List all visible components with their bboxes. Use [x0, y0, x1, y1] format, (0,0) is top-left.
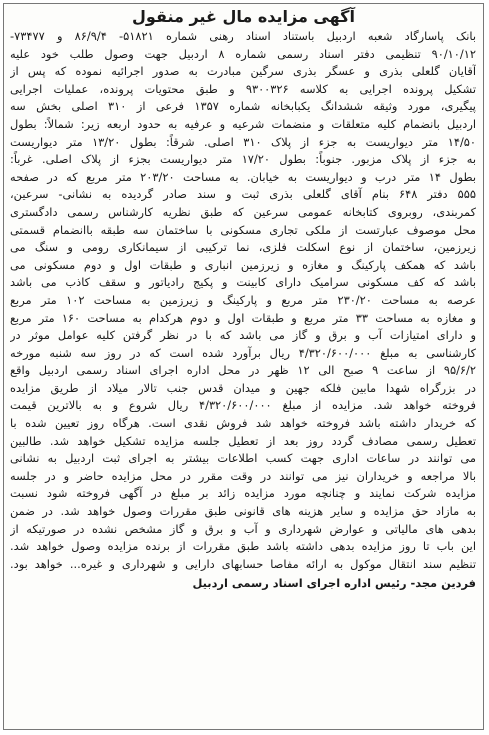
notice-line: تعطیل رسمی مصادف گردد روز بعد از تعطیل جلسه مزایده تشکیل خواهد شد. طالبین	[10, 433, 476, 448]
notice-line: می توانند در ساعات اداری جهت کسب اطلاعات بیشتر به اجرای ثبت اردبیل به نشانی	[10, 451, 476, 466]
notice-line: فروخته خواهد شد. مزایده از مبلغ ۴/۳۲۰/۶۰۰/۰۰۰ ریال شروع و به بالاترین قیمت	[10, 398, 476, 413]
notice-line: بانک پاسارگاد شعبه اردبیل باستناد اسناد رهنی شماره ۵۱۸۲۱- ۸۶/۹/۴ و ۷۳۴۷۷-	[10, 29, 476, 43]
notice-line: عرصه به مساحت ۲۳۰/۲۰ متر مربع و پارکینگ و زیرزمین به مساحت ۱۰۲ متر مربع	[10, 292, 476, 307]
notice-line: در بزرگراه شهدا مابین فلکه جهین و میدان قدس جنب تالار میلاد از طریق مزایده	[10, 380, 476, 395]
notice-line: و مغازه به مساحت ۳۳ متر مربع و طبقات اول و دوم هرکدام به مساحت ۱۶۰ متر مربع	[10, 310, 476, 325]
notice-line: آقایان گلعلی بذری و عسگر بذری سرگین مبادرت به صدور اجرائیه نموده که پس از	[10, 64, 476, 79]
notice-line: تشکیل پرونده اجرایی به کلاسه ۹۳۰۰۳۲۶ و طبق محتویات پرونده، عملیات اجرایی	[10, 81, 476, 96]
notice-line: باشد که همکف پارکینگ و مغازه و زیرزمین انباری و طبقات اول و دوم مسکونی می	[10, 257, 476, 272]
notice-line: اردبیل بانضمام کلیه متعلقات و منضمات شرعیه و عرفیه به حدود اربعه زیر: شمالاً: بطول	[10, 116, 476, 131]
notice-line: محل موصوف عبارتست از ملکی تجاری مسکونی با ساختمان سه طبقه باانضمام قسمتی	[10, 222, 476, 237]
notice-line: ۹۵/۶/۲ از ساعت ۹ صبح الی ۱۲ ظهر در محل اداره اجرای اسناد رسمی اردبیل واقع	[10, 363, 476, 378]
notice-line: ۹۰/۱۰/۱۲ تنظیمی دفتر اسناد رسمی شماره ۸ اردبیل جهت وصول طلب خود علیه	[10, 46, 476, 61]
notice-line: تنظیم سند انتقال موکول به ارائه مفاصا حسابهای دارایی و شهرداری و غیره... خواهد بود.	[10, 556, 476, 571]
auction-notice	[3, 3, 484, 730]
notice-line: که خریدار داشته باشد فروخته خواهد شد فروش نقدی است. هرگاه روز تعیین شده با	[10, 416, 476, 431]
notice-line: این باب تا روز مزایده بدهی داشته باشد طبق مقررات از برنده مزایده وصول خواهد شد.	[10, 539, 476, 554]
notice-line: بدهی های مالیاتی و عوارض شهرداری و آب و برق و گاز مشخص نشده در صورتیکه از	[10, 521, 476, 536]
notice-line: به جزء از پلاک مزبور. جنوباً: بطول ۱۷/۲۰ متر دیواریست بجزء از پلاک اصلی. غرباً:	[10, 152, 476, 167]
notice-line: و دارای امتیازات آب و برق و گاز می باشد که با در نظر گرفتن کلیه عوامل موثر در	[10, 328, 476, 343]
notice-line: مزایده شرکت نمایند و چنانچه مورد مزایده زائد بر مبلغ در آگهی فروخته شود نسبت	[10, 486, 476, 501]
notice-line: باشد که کف مسکونی سرامیک دارای کابینت و پکیج رادیاتور و سقف کاذب می باشد	[10, 275, 476, 290]
notice-line: زیرزمین، ساختمان از نوع اسکلت فلزی، نما ترکیبی از سیمانکاری رومی و سنگ می	[10, 240, 476, 255]
notice-body	[4, 28, 483, 573]
notice-line: ۱۴/۵۰ متر دیواریست به جزء از پلاک ۳۱۰ اصلی. شرقاً: بطول ۱۳/۲۰ متر دیواریست	[10, 134, 476, 149]
notice-line: ۵۵۵ دفتر ۶۴۸ بنام آقای گلعلی بذری ثبت و سند صادر گردیده به نشانی- سرعین،	[10, 187, 476, 202]
notice-line: بالا مراجعه و خریداران نیز می توانند در وقت مقرر در محل مزایده حاضر و در جلسه	[10, 468, 476, 483]
notice-line: کارشناسی به مبلغ ۴/۳۲۰/۶۰۰/۰۰۰ ریال برآورد شده است که در روز سه شنبه مورخه	[10, 345, 476, 360]
notice-line: به مازاد حق مزایده و سایر هزینه های قانونی طبق مقررات وصول خواهد شد. در ضمن	[10, 504, 476, 519]
notice-line: پیگیری، مورد وثیقه ششدانگ یکبابخانه شماره ۱۳۵۷ فرعی از ۳۱۰ اصلی بخش سه	[10, 99, 476, 114]
notice-line: کمربندی، روبروی کتابخانه عمومی سرعین که طبق نظریه کارشناس رسمی دادگستری	[10, 204, 476, 219]
notice-line: بطول ۱۴ متر درب و دیواریست به خیابان. به مساحت ۲۰۳/۲۰ متر مربع که در صفحه	[10, 169, 476, 184]
notice-title: آگهی مزایده مال غیر منقول	[132, 7, 355, 26]
notice-signature: فردین مجد- رئیس اداره اجرای اسناد رسمی اردبیل	[192, 576, 476, 591]
